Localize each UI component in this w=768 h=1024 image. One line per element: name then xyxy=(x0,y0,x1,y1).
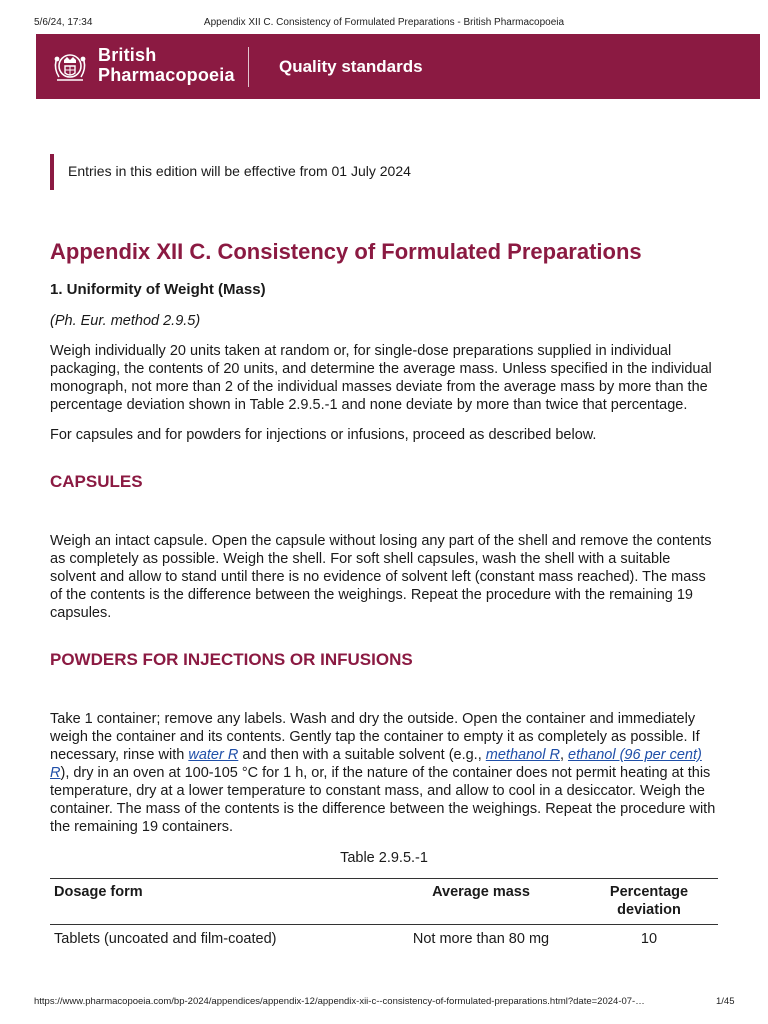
print-page-number: 1/45 xyxy=(716,996,735,1007)
powders-paragraph xyxy=(50,710,718,836)
article-content xyxy=(50,238,718,953)
powders-text-2: and then with a suitable solvent (e.g., xyxy=(238,747,486,763)
notice-accent-bar xyxy=(50,154,54,190)
link-water-r[interactable]: water R xyxy=(188,747,239,763)
royal-crest-icon[interactable] xyxy=(50,47,90,87)
powders-text-1: Take 1 container; remove any labels. Wash and dry the outside. Open the container and immediately weigh the container and its contents. Gently tap the container to empty it as completely as possible. If necessary, rinse with xyxy=(50,711,700,763)
procedure-intro-paragraph: For capsules and for powders for injections or infusions, proceed as described below. xyxy=(50,427,597,443)
table-cell-dosage-form: Tablets (uncoated and film-coated) xyxy=(54,931,277,947)
print-datetime: 5/6/24, 17:34 xyxy=(34,17,93,28)
link-ethanol-96-r[interactable]: ethanol (96 per cent) R xyxy=(50,747,702,781)
table-row xyxy=(50,925,718,954)
table-caption: Table 2.9.5.-1 xyxy=(340,850,428,866)
capsules-paragraph: Weigh an intact capsule. Open the capsule without losing any part of the shell and remove the contents as completely as possible. Weigh the shell. For soft shell capsules, wash the shell with a suitable solvent and allow to stand until there is no evidence of solvent left (constant mass reached). The mass of the contents is the difference between the weighings. Repeat the procedure with the remaining 19 capsules. xyxy=(50,533,712,621)
capsules-heading: CAPSULES xyxy=(50,472,143,491)
column-header-percentage-deviation: Percentage deviation xyxy=(580,879,718,925)
print-header xyxy=(0,0,768,28)
brand-line-1: British xyxy=(98,45,157,65)
site-banner xyxy=(36,34,760,99)
table-header-row xyxy=(50,879,718,925)
section-heading-uniformity: 1. Uniformity of Weight (Mass) xyxy=(50,281,266,298)
page-title: Appendix XII C. Consistency of Formulated Preparations xyxy=(50,239,642,264)
print-doc-title: Appendix XII C. Consistency of Formulated Preparations - British Pharmacopoeia xyxy=(203,17,565,28)
brand-logo-text[interactable] xyxy=(98,45,235,85)
deviation-table xyxy=(50,878,718,953)
banner-divider xyxy=(248,47,249,87)
print-url: https://www.pharmacopoeia.com/bp-2024/appendices/appendix-12/appendix-xii-c--consistency-of-formulated-preparations.html?date=2024-07-… xyxy=(34,996,645,1007)
powders-separator: , xyxy=(559,747,568,763)
brand-line-2: Pharmacopoeia xyxy=(98,65,235,85)
link-methanol-r[interactable]: methanol R xyxy=(485,747,560,763)
effective-date-notice: Entries in this edition will be effective from 01 July 2024 xyxy=(68,163,411,179)
method-reference: (Ph. Eur. method 2.9.5) xyxy=(50,313,201,329)
table-cell-percentage-deviation: 10 xyxy=(640,931,658,947)
powders-text-3: ), dry in an oven at 100-105 °C for 1 h, or, if the nature of the container does not permit heating at this temperature, dry at a lower temperature to constant mass, and allow to cool in a desiccator. Weigh the container. The mass of the contents is the difference between the weighings. Repeat the procedure with the remaining 19 containers. xyxy=(50,765,716,835)
uniformity-paragraph: Weigh individually 20 units taken at random or, for single-dose preparations supplied in individual packaging, the contents of 20 units, and determine the average mass. Unless specified in the individual monograph, not more than 2 of the individual masses deviate from the average mass by more than the percentage deviation shown in Table 2.9.5.-1 and none deviate by more than twice that percentage. xyxy=(50,343,712,413)
powders-heading: POWDERS FOR INJECTIONS OR INFUSIONS xyxy=(50,650,413,669)
column-header-average-mass: Average mass xyxy=(382,879,580,925)
table-cell-average-mass: Not more than 80 mg xyxy=(412,931,550,947)
banner-tagline: Quality standards xyxy=(279,57,423,76)
column-header-dosage-form: Dosage form xyxy=(50,879,382,925)
